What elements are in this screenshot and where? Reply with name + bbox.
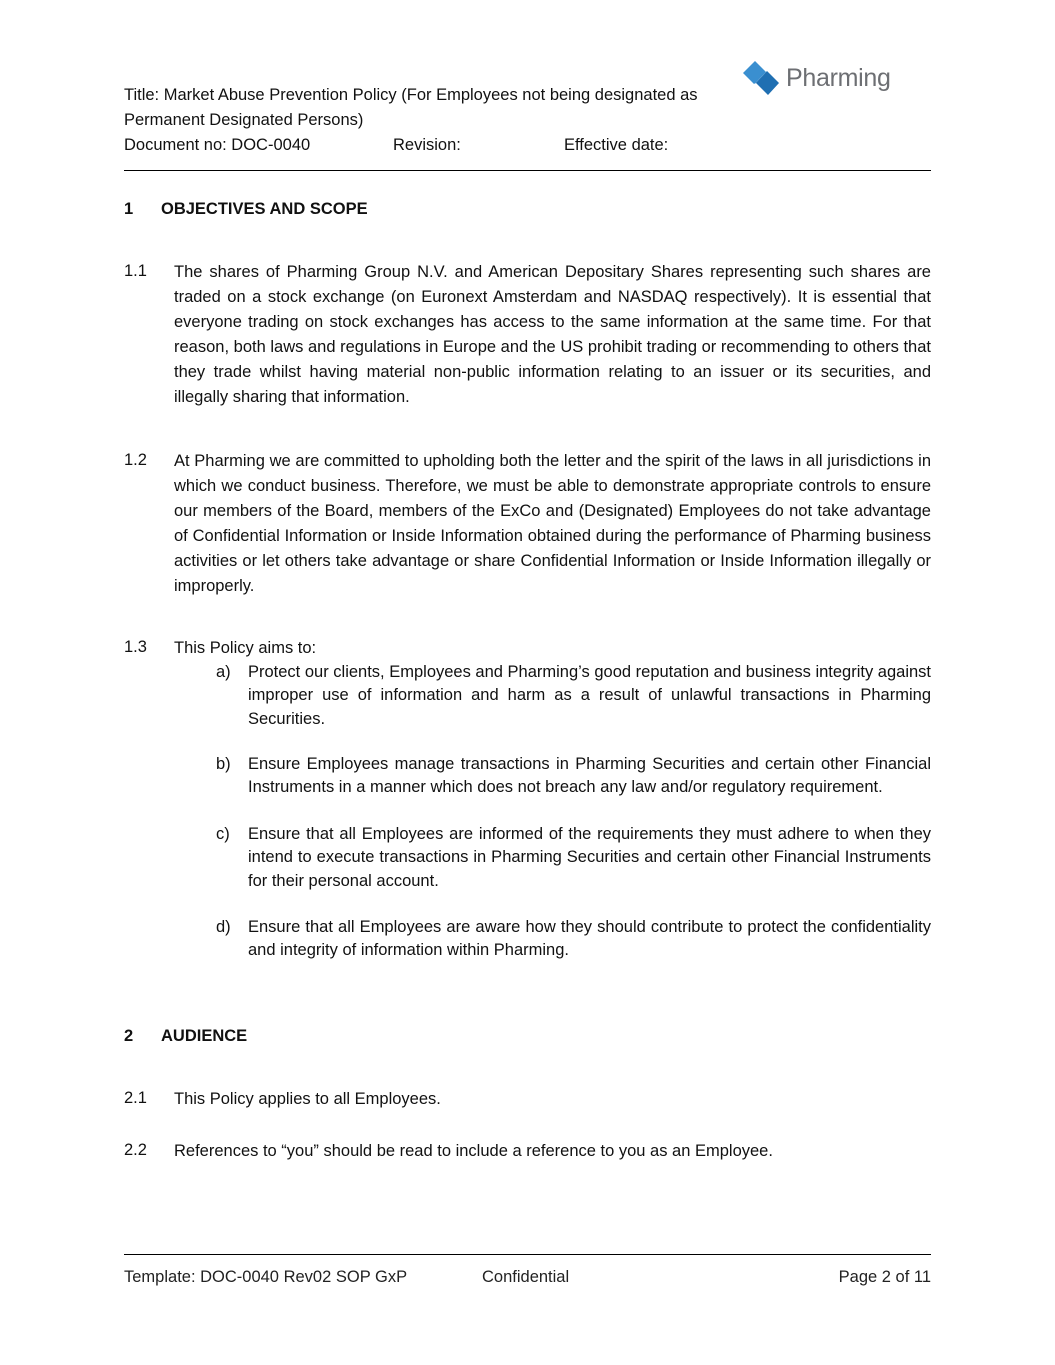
clause-1-1-text: The shares of Pharming Group N.V. and American Depositary Shares representing such shares are traded on a stock exchange (on Euronext Amsterdam and NASDAQ respectively). It is essential that everyone trading on stock exchanges has access to the same information at the same time. For that reason, both laws and regulations in Europe and the US prohibit trading or recommending to others that they trade whilst having material non-public information relating to an issuer or its securities, and illegally sharing that information. bbox=[174, 263, 931, 406]
title-line-1: Title: Market Abuse Prevention Policy (For Employees not being designated as bbox=[124, 86, 698, 104]
logo-wordmark: Pharming bbox=[786, 64, 891, 92]
list-item-text: Ensure Employees manage transactions in Pharming Securities and certain other Financial Instruments in a manner which does not breach any law and/or regulatory requirement. bbox=[248, 755, 931, 797]
revision-label: Revision: bbox=[393, 136, 461, 154]
section-1-heading: OBJECTIVES AND SCOPE bbox=[161, 200, 368, 218]
clause-1-3-number: 1.3 bbox=[124, 638, 147, 656]
list-item-text: Ensure that all Employees are aware how they should contribute to protect the confidentiality and integrity of information within Pharming. bbox=[248, 918, 931, 960]
list-item-letter: a) bbox=[216, 663, 231, 681]
clause-2-2-text: References to “you” should be read to include a reference to you as an Employee. bbox=[174, 1142, 773, 1160]
list-item-letter: c) bbox=[216, 825, 230, 843]
list-item-text: Protect our clients, Employees and Pharming’s good reputation and business integrity against improper use of information and harm as a result of unlawful transactions in Pharming Securities. bbox=[248, 663, 932, 728]
clause-2-1-number: 2.1 bbox=[124, 1089, 147, 1107]
pharming-logo-icon bbox=[743, 58, 783, 98]
pharming-logo bbox=[743, 58, 891, 98]
section-2-number: 2 bbox=[124, 1027, 134, 1045]
list-item-letter: b) bbox=[216, 755, 231, 773]
footer-template: Template: DOC-0040 Rev02 SOP GxP bbox=[124, 1268, 408, 1286]
section-1-number: 1 bbox=[124, 200, 134, 218]
list-item-letter: d) bbox=[216, 918, 231, 936]
clause-1-2-number: 1.2 bbox=[124, 451, 147, 469]
effective-date-label: Effective date: bbox=[564, 136, 669, 154]
footer-divider bbox=[124, 1254, 931, 1255]
clause-1-1-number: 1.1 bbox=[124, 262, 147, 280]
title-line-2: Permanent Designated Persons) bbox=[124, 111, 364, 129]
footer-classification: Confidential bbox=[482, 1268, 570, 1286]
clause-1-2-text: At Pharming we are committed to upholding both the letter and the spirit of the laws in all jurisdictions in which we conduct business. Therefore, we must be able to demonstrate appropriate controls to ensure our members of the Board, members of the ExCo and (Designated) Employees do not take advantage of Confidential Information or Inside Information obtained during the performance of Pharming business activities or let others take advantage or share Confidential Information or Inside Information illegally or improperly. bbox=[174, 452, 931, 595]
clause-2-2-number: 2.2 bbox=[124, 1141, 147, 1159]
footer-page-number: Page 2 of 11 bbox=[838, 1268, 931, 1286]
document-title bbox=[124, 83, 698, 133]
section-2-heading: AUDIENCE bbox=[161, 1027, 248, 1045]
clause-2-1-text: This Policy applies to all Employees. bbox=[174, 1090, 441, 1108]
document-number: Document no: DOC-0040 bbox=[124, 136, 311, 154]
clause-1-3-text: This Policy aims to: bbox=[174, 639, 317, 657]
list-item-text: Ensure that all Employees are informed of the requirements they must adhere to when they intend to execute transactions in Pharming Securities and certain other Financial Instruments for their personal account. bbox=[248, 825, 931, 890]
header-divider bbox=[124, 170, 931, 171]
